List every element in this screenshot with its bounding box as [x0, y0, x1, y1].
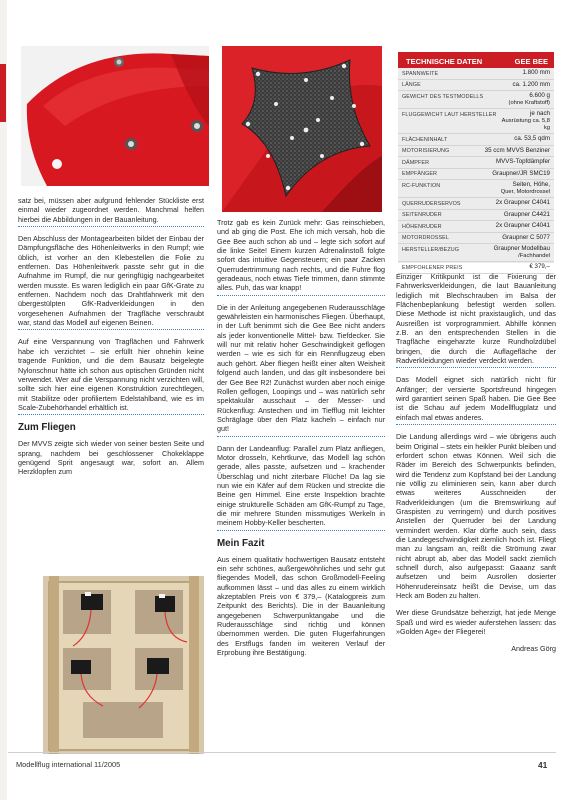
tech-data-label: RC-FUNKTION — [402, 182, 441, 189]
article-column-2 — [217, 218, 385, 754]
tech-data-box — [398, 52, 554, 271]
tech-data-value — [502, 234, 550, 242]
photo-wing-underside — [21, 46, 209, 186]
tech-data-row — [398, 68, 554, 80]
tech-data-rows — [398, 68, 554, 274]
tech-data-row — [398, 157, 554, 169]
tech-data-label: DÄMPFER — [402, 159, 430, 166]
tech-data-value-line: Graupner C4421 — [503, 210, 550, 218]
paragraph: Das Modell eignet sich natürlich nicht für Anfänger; der versierte Sportsfreund hingegen wird garantiert seinen Spaß haben. Die Gee Bee ist die Schau auf jedem Modellflugplatz und einfach mal etwas anderes. — [396, 375, 556, 425]
tech-data-value — [509, 92, 550, 107]
paragraph: Die in der Anleitung angegebenen Ruderausschläge gewährleisten ein harmonisches Fliegen. Überhaupt, in der Luft benimmt sich die Gee Bee nicht anders als jeder konventionelle Mittel- bzw. Tiefdecker. Sie will nur mit relativ hoher Geschwindigkeit geflogen werden – wie es sich für ein Rennflugzeug eben auch gehört. Aber fliegen heißt einer alten Weisheit folgend auch landen, und das gilt insbesondere bei der Gee Bee R2! Zunächst wurden aber noch einige Rollen geflogen, Loopings und – was natürlich sehr spektakulär ausschaut – der Messer- und Rückenflug: Anstechen und im Tiefflug mit leichter Schräglage über den Platz kacheln – einfach nur gut! — [217, 303, 385, 437]
tech-data-row — [398, 180, 554, 198]
tech-data-value — [501, 181, 550, 196]
tech-data-label: MOTORISIERUNG — [402, 148, 450, 154]
tech-data-row — [398, 109, 554, 134]
tech-data-value-line: ca. 1.200 mm — [512, 80, 550, 88]
paragraph: satz bei, müssen aber aufgrund fehlender Stückliste erst einmal wieder zugeordnet werden. Manchmal helfen hierbei die Abbildungen in der Bauanleitung. — [18, 196, 204, 227]
paragraph: Der MVVS zeigte sich wieder von seiner besten Seite und sprang, nachdem bei geschlossener Chokeklappe genügend Sprit angesaugt war, sofort an. Allem Herzklopfen zum — [18, 439, 204, 477]
tech-data-row — [398, 169, 554, 181]
tech-data-label: FLUGGEWICHT LAUT HERSTELLER — [402, 111, 497, 118]
paragraph: Den Abschluss der Montagearbeiten bildet der Einbau der Dämpfungsfläche des Höhenleitwerks in den Rumpf; wie üblich, ist vorher an den Klebestellen die Folie zu entfernen. Das Höhenleitwerk passte sehr gut in die Aufnahme im Rumpf, die nur geringfügig nachgearbeitet werden musste. Es waren lediglich ein paar GfK-Grate zu entfernen. Nachdem noch das Drahtfahrwerk mit den übergestülpten GfK-Radverkleidungen in den vorgesehenen Aufnahmen der Tragfläche verschraubt war, stand das Modell auf eigenen Beinen. — [18, 234, 204, 330]
tech-data-value-line: 2x Graupner C4041 — [495, 199, 550, 206]
tech-data-value — [504, 211, 550, 219]
tech-data-value — [496, 158, 550, 166]
paragraph: Trotz gab es kein Zurück mehr: Gas reinschieben, und ab ging die Post. Ehe ich mich versah, hob die Gee Bee auch schon ab und – legte sich sofort auf die linke Seite! Einem kurzen Adrenalinstoß folgte sofort das intuitive Gegensteuern; ein paar Zacken Querrudertrimmung nach rechts, und die Fuhre flog geradeaus, noch etwas Tiefe trimmen, dann stimmte alles. Puh, das war knapp! — [217, 218, 385, 296]
tech-data-value-line: 1.800 mm — [522, 69, 550, 76]
tech-data-label: EMPFOHLENER PREIS — [402, 264, 463, 271]
tech-data-value — [514, 135, 550, 143]
tech-data-value — [485, 147, 550, 155]
tech-data-value — [496, 199, 550, 207]
tech-data-row — [398, 91, 554, 109]
tech-data-label: GEWICHT DES TESTMODELLS — [402, 93, 484, 100]
tech-data-row — [398, 80, 554, 92]
tech-data-value — [496, 110, 550, 132]
tech-data-value-line: 35 ccm MVVS Benziner — [484, 146, 550, 154]
tech-data-value — [492, 170, 550, 178]
footer-divider — [8, 752, 556, 753]
tech-data-row — [398, 244, 554, 262]
paragraph: Wer diese Grundsätze beherzigt, hat jede Menge Spaß und wird es wieder auferstehen lassen: das »Golden Age« der Fliegerei! — [396, 608, 556, 637]
tech-data-value-line: Graupner C 5077 — [502, 233, 550, 241]
paragraph: Aus einem qualitativ hochwertigen Bausatz entsteht ein sehr schönes, außergewöhnliches und sehr gut fliegendes Modell, das schon Großmodell-Feeling aufkommen lässt – und das alles zu einem wirklich akzeptablen Preis von € 379,– (Katalogpreis zum Zeitpunkt des Berichts). Die in der Bauanleitung angegebenen Schwerpunktangabe und die Ruderausschläge sind richtig und können übernommen werden. Die guten Flugerfahrungen des Erstflugs fanden im weiteren Verlauf der Erprobung ihre Bestätigung. — [217, 554, 385, 658]
tech-data-title: TECHNISCHE DATEN — [406, 57, 483, 66]
tech-data-model: GEE BEE — [514, 57, 548, 66]
tech-data-value — [522, 69, 550, 77]
tech-data-label: EMPFÄNGER — [402, 171, 438, 177]
tech-data-label: HERSTELLER/BEZUG — [402, 246, 460, 253]
tech-data-label: LÄNGE — [402, 82, 421, 88]
tech-data-value — [494, 245, 550, 260]
tech-data-value-line: € 379,– — [529, 263, 550, 270]
paragraph: Auf eine Verspannung von Tragflächen und Fahrwerk habe ich verzichtet – sie erfüllt hier ohnehin keine tragende Funktion, und die dem Bausatz beigelegte Nylonschnur hätte ich schon aus optischen Gründen nicht verwendet. Wer auf die Verspannung nicht verzichten will, sollte sich hier eine eigenen Konstruktion zurechtlegen, mit Stabilitze oder profiliertem Edelstahlband, wie es im Scale-Zubehörhandel erhältlich ist. — [18, 337, 204, 415]
paragraph: Die Landung allerdings wird – wie übrigens auch beim Original – stets ein heikler Punkt bleiben und erfordert schon etwas Können. Weil sich die Räder im Bereich des Schwerpunkts befinden, wird die Tendenz zum Kopfstand bei der Landung nie völlig zu eliminieren sein, kann aber durch etwas weiteres Ausschneiden der Radverkleidungen (um die Bremswirkung auf Graspisten zu verringern) und durch positives Anstellen der Querruder bei der Landung vermindert werden. Klar dürfte auch sein, dass die Landegeschwindigkeit ziemlich hoch ist. Fliegt man zu langsam an, reißt die Strömung zwar nicht abrupt ab, aber das Modell sackt ziemlich schnell durch, also aufgepasst: Gaaanz sanft aufsetzen und beim Ausrollen dosierter Höhenrudereinsatz heißt die Devise, um das Heck am Boden zu halten. — [396, 432, 556, 600]
tech-data-label: MOTORDROSSEL — [402, 235, 449, 241]
tech-data-row — [398, 233, 554, 245]
tech-data-value-line: Graupner/JR SMC19 — [492, 169, 550, 177]
tech-data-label: QUERRUDERSERVOS — [402, 200, 461, 207]
article-column-1 — [18, 196, 204, 568]
photo-servo-frame — [43, 576, 204, 754]
tech-data-value — [496, 222, 550, 230]
tech-data-label: HÖHENRUDER — [402, 223, 442, 230]
section-heading-fliegen: Zum Fliegen — [18, 422, 76, 434]
tech-data-value-line: /Fachhandel — [518, 253, 550, 259]
tech-data-value-line: ca. 53,5 qdm — [514, 135, 550, 142]
tech-data-row — [398, 134, 554, 146]
tech-data-value-line: 2x Graupner C4041 — [495, 222, 550, 229]
tech-data-row — [398, 198, 554, 210]
footer-magazine: Modellflug international 11/2005 — [16, 760, 121, 769]
tech-data-label: FLÄCHENINHALT — [402, 136, 448, 143]
tech-data-value-line: Quer, Motordrossel — [500, 189, 550, 195]
paragraph: Dann der Landeanflug: Parallel zum Platz anfliegen, Motor drosseln, Kehrtkurve, das Modell lag schön gerade, alles passte, aufsetzen und – krachender Überschlag und nicht ziterbare Flüche! Da lag sie nun wie ein Käfer auf dem Rücken und streckte die Beine gen Himmel. Eine erste Inspektion brachte einige strukturelle Schäden am GfK-Rumpf zu Tage, die mir mehrere Stunden missmutiges Werkeln in meinem Hobby-Keller bescherten. — [217, 444, 385, 531]
tech-data-row — [398, 146, 554, 158]
tech-data-label: SEITENRUDER — [402, 212, 442, 218]
tech-data-value — [513, 81, 551, 89]
tech-data-value-line: Ausrüstung ca. 5,8 kg — [501, 118, 550, 131]
page-number: 41 — [538, 760, 548, 770]
paragraph: Einziger Kritikpunkt ist die Fixierung der Fahrwerksverkleidungen, die laut Bauanleitung lediglich mit Blechschrauben im Balsa der Flächenbeplankung befestigt werden sollen. Diese Methode ist nicht praxistauglich, und das Ausreißen ist vorprogrammiert. Abhilfe können z.B. an den entsprechenden Stellen in die Tragfläche eingeharzte kurze Rundholzdübel bringen, die durch die Auflagefläche der Radverkleidungen wieder verdeckt werden. — [396, 272, 556, 368]
section-heading-fazit: Mein Fazit — [217, 537, 265, 549]
tech-data-value-line: Graupner Modellbau — [493, 245, 550, 252]
tech-data-value-line: MVVS-Topfdämpfer — [496, 158, 550, 165]
tech-data-value — [529, 263, 550, 271]
tech-data-value-line: 6.600 g — [529, 92, 550, 99]
tech-data-label: SPANNWEITE — [402, 70, 439, 77]
tech-data-header — [398, 55, 554, 68]
section-tab-marker — [0, 64, 6, 122]
tech-data-value-line: (ohne Kraftstoff) — [508, 100, 550, 106]
photo-carbon-plate — [222, 46, 382, 212]
tech-data-row — [398, 210, 554, 222]
author-signature: Andreas Görg — [511, 644, 556, 654]
tech-data-row — [398, 221, 554, 233]
tech-data-value-line: Seiten, Höhe, — [512, 181, 550, 188]
article-column-3 — [396, 272, 556, 748]
tech-data-value-line: je nach — [530, 110, 550, 117]
